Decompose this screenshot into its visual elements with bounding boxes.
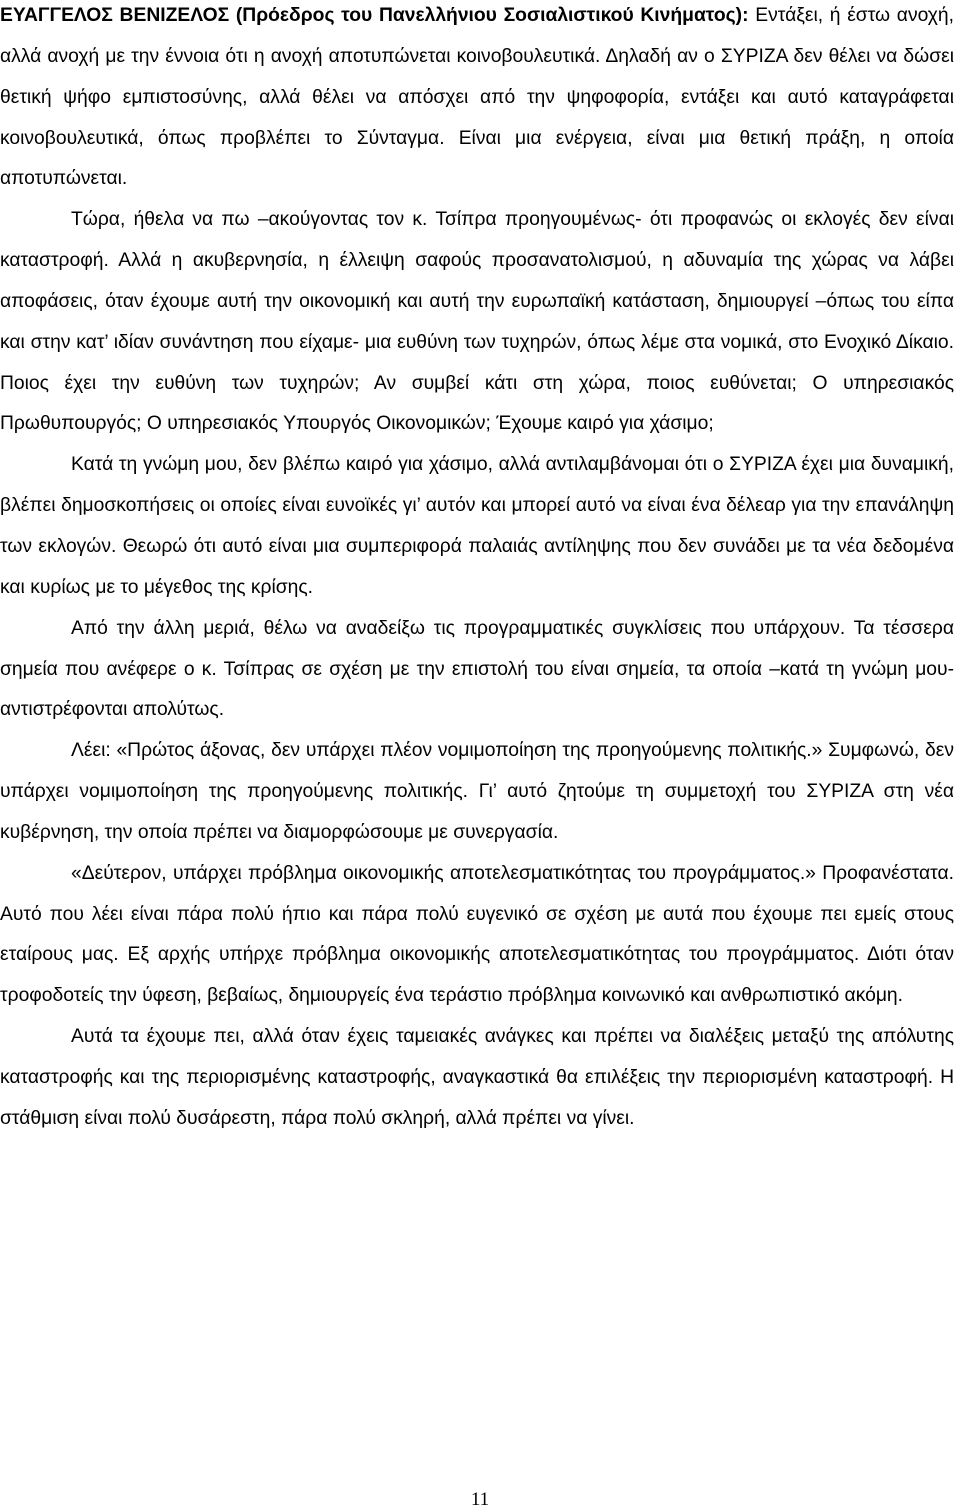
paragraph-4: Από την άλλη μεριά, θέλω να αναδείξω τις προγραμματικές συγκλίσεις που υπάρχουν. Τα τέσσερα σημεία που ανέφερε ο κ. Τσίπρας σε σχέση με την επιστολή του είναι σημεία, τα οποία –κατά τη γνώμη μου- αντιστρέφονται απολύτως. — [0, 617, 954, 721]
page-number: 11 — [470, 1489, 490, 1510]
paragraph-1 — [0, 0, 954, 200]
paragraph-6: «Δεύτερον, υπάρχει πρόβλημα οικονομικής αποτελεσματικότητας του προγράμματος.» Προφανέστατα. Αυτό που λέει είναι πάρα πολύ ήπιο και πάρα πολύ ευγενικό σε σχέση με αυτά που έχουμε πει εμείς στους εταίρους μας. Εξ αρχής υπήρχε πρόβλημα οικονομικής αποτελεσματικότητας του προγράμματος. Διότι όταν τροφοδοτείς την ύφεση, βεβαίως, δημιουργείς ένα τεράστιο πρόβλημα κοινωνικό και ανθρωπιστικό ακόμη. — [0, 862, 954, 1007]
paragraph-7: Αυτά τα έχουμε πει, αλλά όταν έχεις ταμειακές ανάγκες και πρέπει να διαλέξεις μεταξύ της απόλυτης καταστροφής και της περιορισμένης καταστροφής, αναγκαστικά θα επιλέξεις την περιορισμένη καταστροφή. Η στάθμιση είναι πολύ δυσάρεστη, πάρα πολύ σκληρή, αλλά πρέπει να γίνει. — [0, 1026, 954, 1129]
paragraph-1-text: Εντάξει, ή έστω ανοχή, αλλά ανοχή με την έννοια ότι η ανοχή αποτυπώνεται κοινοβουλευτικά. Δηλαδή αν ο ΣΥΡΙΖΑ δεν θέλει να δώσει θετική ψήφο εμπιστοσύνης, αλλά θέλει να απόσχει από την ψηφοφορία, εντάξει και αυτό καταγράφεται κοινοβουλευτικά, όπως προβλέπει το Σύνταγμα. Είναι μια ενέργεια, είναι μια θετική πράξη, η οποία αποτυπώνεται. — [0, 5, 954, 190]
paragraph-3: Κατά τη γνώμη μου, δεν βλέπω καιρό για χάσιμο, αλλά αντιλαμβάνομαι ότι ο ΣΥΡΙΖΑ έχει μια δυναμική, βλέπει δημοσκοπήσεις οι οποίες είναι ευνοϊκές γι’ αυτόν και μπορεί αυτό να είναι ένα δέλεαρ για την επανάληψη των εκλογών. Θεωρώ ότι αυτό είναι μια συμπεριφορά παλαιάς αντίληψης που δεν συνάδει με τα νέα δεδομένα και κυρίως με το μέγεθος της κρίσης. — [0, 454, 954, 598]
paragraph-5: Λέει: «Πρώτος άξονας, δεν υπάρχει πλέον νομιμοποίηση της προηγούμενης πολιτικής.» Συμφωνώ, δεν υπάρχει νομιμοποίηση της προηγούμενης πολιτικής. Γι’ αυτό ζητούμε τη συμμετοχή του ΣΥΡΙΖΑ στη νέα κυβέρνηση, την οποία πρέπει να διαμορφώσουμε με συνεργασία. — [0, 740, 954, 843]
paragraph-2: Τώρα, ήθελα να πω –ακούγοντας τον κ. Τσίπρα προηγουμένως- ότι προφανώς οι εκλογές δεν είναι καταστροφή. Αλλά η ακυβερνησία, η έλλειψη σαφούς προσανατολισμού, η αδυναμία της χώρας να λάβει αποφάσεις, όταν έχουμε αυτή την οικονομική και αυτή την ευρωπαϊκή κατάσταση, δημιουργεί –όπως του είπα και στην κατ’ ιδίαν συνάντηση που είχαμε- μια ευθύνη των τυχηρών, όπως λέμε στα νομικά, στο Ενοχικό Δίκαιο. Ποιος έχει την ευθύνη των τυχηρών; Αν συμβεί κάτι στη χώρα, ποιος ευθύνεται; Ο υπηρεσιακός Πρωθυπουργός; Ο υπηρεσιακός Υπουργός Οικονομικών; Έχουμε καιρό για χάσιμο; — [0, 209, 954, 435]
speaker-name: ΕΥΑΓΓΕΛΟΣ ΒΕΝΙΖΕΛΟΣ (Πρόεδρος του Πανελλήνιου Σοσιαλιστικού Κινήματος): — [0, 5, 749, 26]
